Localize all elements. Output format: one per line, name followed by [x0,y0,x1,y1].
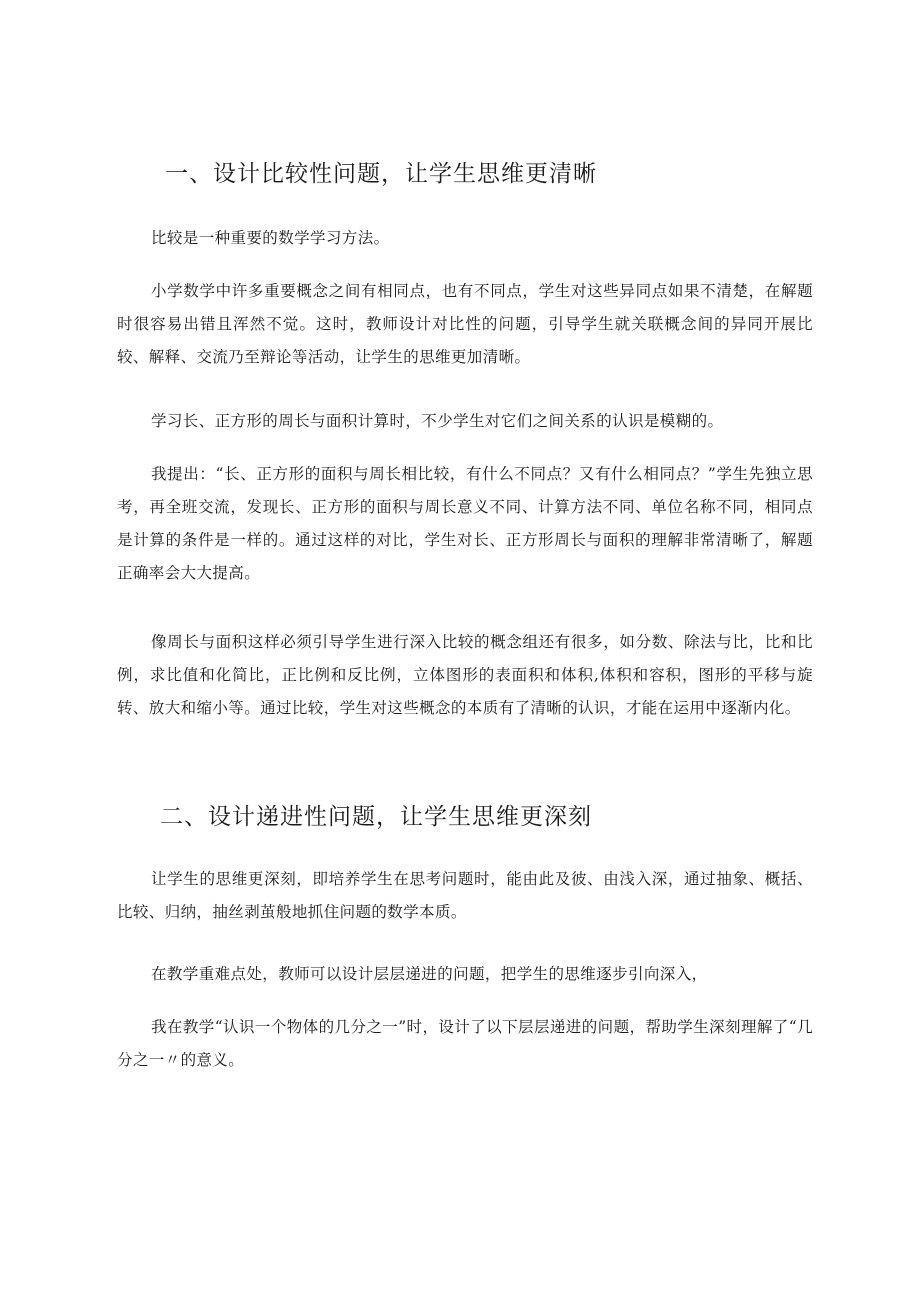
paragraph: 我在教学“认识一个物体的几分之一”时，设计了以下层层递进的问题，帮助学生深刻理解了“几分之一〃的意义。 [117,1018,813,1069]
paragraph: 在教学重难点处，教师可以设计层层递进的问题，把学生的思维逐步引向深入， [151,965,708,983]
paragraph: 学习长、正方形的周长与面积计算时，不少学生对它们之间关系的认识是模糊的。 [151,412,724,430]
section-heading-2: 二、设计递进性问题，让学生思维更深刻 [160,804,592,830]
paragraph: 比较是一种重要的数学学习方法。 [151,229,390,247]
section-heading-1: 一、设计比较性问题，让学生思维更清晰 [165,161,597,187]
paragraph: 小学数学中许多重要概念之间有相同点，也有不同点，学生对这些异同点如果不清楚，在解题时很容易出错且浑然不觉。这时，教师设计对比性的问题，引导学生就关联概念间的异同开展比较、解释、交流乃至辩论等活动，让学生的思维更加清晰。 [117,282,813,366]
paragraph: 像周长与面积这样必须引导学生进行深入比较的概念组还有很多，如分数、除法与比，比和比例，求比值和化简比，正比例和反比例，立体图形的表面积和体积,体积和容积，图形的平移与旋转、放大和缩小等。通过比较，学生对这些概念的本质有了清晰的认识，才能在运用中逐渐内化。 [117,633,813,717]
paragraph: 让学生的思维更深刻，即培养学生在思考问题时，能由此及彼、由浅入深，通过抽象、概括、比较、归纳，抽丝剥茧般地抓住问题的数学本质。 [117,870,813,921]
paragraph: 我提出：“长、正方形的面积与周长相比较，有什么不同点？又有什么相同点？”学生先独立思考，再全班交流，发现长、正方形的面积与周长意义不同、计算方法不同、单位名称不同，相同点是计算的条件是一样的。通过这样的对比，学生对长、正方形周长与面积的理解非常清晰了，解题正确率会大大提高。 [117,465,813,582]
